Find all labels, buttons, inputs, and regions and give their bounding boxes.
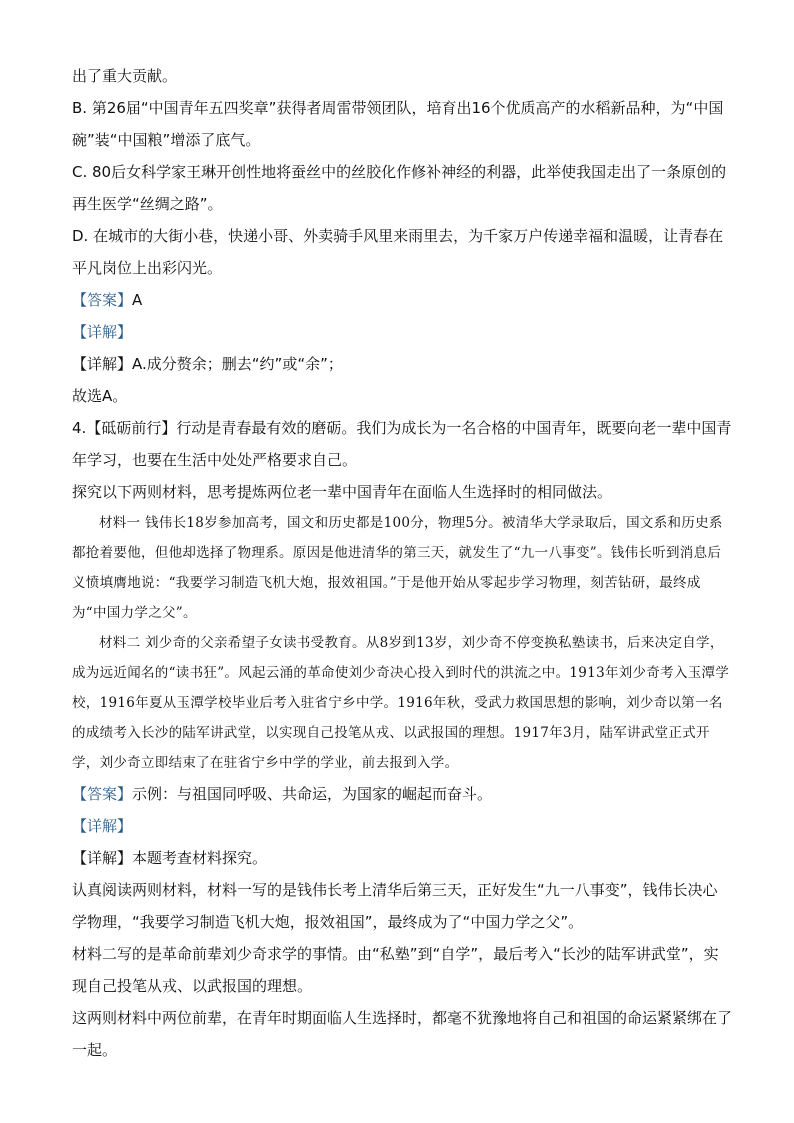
option-b: B. 第26届“中国青年五四奖章”获得者周雷带领团队，培育出16个优质高产的水稻新品种，为“中国碗”装“中国粮”增添了底气。 bbox=[72, 99, 724, 149]
q4-task: 探究以下两则材料，思考提炼两位老一辈中国青年在面临人生选择时的相同做法。 bbox=[72, 483, 613, 501]
q3-conclusion: 故选A。 bbox=[72, 387, 128, 405]
answer-value: 示例：与祖国同呼吸、共命运，为国家的崛起而奋斗。 bbox=[132, 785, 493, 803]
analysis-3: 这两则材料中两位前辈，在青年时期面临人生选择时，都毫不犹豫地将自己和祖国的命运紧紧绑在了一起。 bbox=[72, 1009, 733, 1059]
detail-label: 【详解】 bbox=[72, 355, 133, 373]
answer-label: 【答案】 bbox=[72, 291, 133, 309]
q3-answer bbox=[72, 284, 732, 316]
text-line: 出了重大贡献。 bbox=[72, 67, 178, 85]
answer-value: A bbox=[132, 291, 143, 309]
option-c: C. 80后女科学家王琳开创性地将蚕丝中的丝胶化作修补神经的利器，此举使我国走出了一条原创的再生医学“丝绸之路”。 bbox=[72, 163, 727, 213]
detail-text: 本题考查材料探究。 bbox=[132, 849, 268, 867]
q4-prompt bbox=[72, 412, 732, 476]
question-number: 4. bbox=[72, 419, 87, 437]
detail-heading: 【详解】 bbox=[72, 817, 133, 835]
question-prompt: 行动是青春最有效的磨砺。我们为成长为一名合格的中国青年，既要向老一辈中国青年学习，也要在生活中处处严格要求自己。 bbox=[72, 419, 732, 469]
option-d: D. 在城市的大街小巷，快递小哥、外卖骑手风里来雨里去，为千家万户传递幸福和温暖，让青春在平凡岗位上出彩闪光。 bbox=[72, 227, 724, 277]
detail-heading: 【详解】 bbox=[72, 323, 133, 341]
q4-detail-heading bbox=[72, 810, 732, 842]
material-one: 材料一 钱伟长18岁参加高考，国文和历史都是100分，物理5分。被清华大学录取后，国文系和历史系都抢着要他，但他却选择了物理系。原因是他进清华的第三天，就发生了“九一八事变”。钱伟长听到消息后义愤填膺地说：“我要学习制造飞机大炮，报效祖国。”于是他开始从零起步学习物理，刻苦钻研，最终成为“中国力学之父”。 bbox=[72, 515, 723, 621]
detail-text: A.成分赘余；删去“约”或“余”； bbox=[132, 355, 343, 373]
q3-detail bbox=[72, 348, 732, 380]
document-page bbox=[72, 60, 732, 1066]
q4-answer bbox=[72, 778, 732, 810]
material-two: 材料二 刘少奇的父亲希望子女读书受教育。从8岁到13岁，刘少奇不停变换私塾读书，后来决定自学，成为远近闻名的“读书狂”。风起云涌的革命使刘少奇决心投入到时代的洪流之中。1913年刘少奇考入玉潭学校，1916年夏从玉潭学校毕业后考入驻省宁乡中学。1916年秋，受武力救国思想的影响，刘少奇以第一名的成绩考入长沙的陆军讲武堂，以实现自己投笔从戎、以武报国的理想。1917年3月，陆军讲武堂正式开学，刘少奇立即结束了在驻省宁乡中学的学业，前去报到入学。 bbox=[72, 635, 730, 771]
q4-detail bbox=[72, 842, 732, 874]
answer-label: 【答案】 bbox=[72, 785, 133, 803]
question-tag: 【砥砺前行】 bbox=[86, 419, 177, 437]
analysis-2: 材料二写的是革命前辈刘少奇求学的事情。由“私塾”到“自学”，最后考入“长沙的陆军讲武堂”，实现自己投笔从戎、以武报国的理想。 bbox=[72, 945, 719, 995]
analysis-1: 认真阅读两则材料，材料一写的是钱伟长考上清华后第三天，正好发生“九一八事变”，钱伟长决心学物理，“我要学习制造飞机大炮，报效祖国”，最终成为了“中国力学之父”。 bbox=[72, 881, 718, 931]
q3-detail-heading bbox=[72, 316, 732, 348]
detail-label: 【详解】 bbox=[72, 849, 133, 867]
